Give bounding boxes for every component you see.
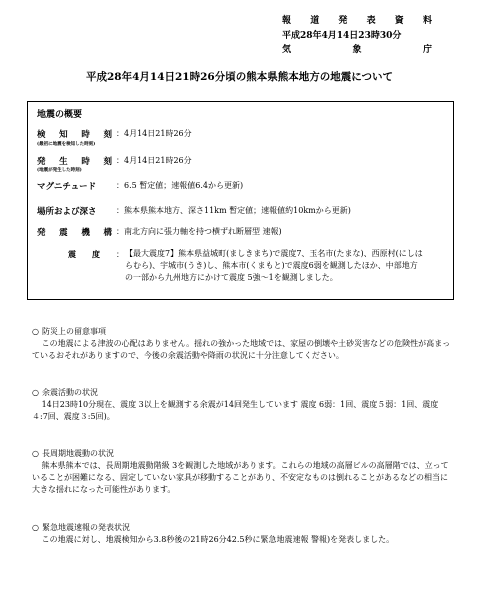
magnitude-value: ：6.5 暫定値；速報値6.4から更新) [116, 181, 244, 190]
press-release-label: 報 道 発 表 資 料 [282, 16, 432, 26]
section-heading: 緊急地震速報の発表状況 [42, 523, 130, 532]
location-depth-value: ：熊本県熊本地方、深さ11km 暫定値；速報値約10kmから更新) [116, 206, 351, 215]
section-heading: 余震活動の状況 [42, 388, 98, 397]
section-long-period-motion [32, 448, 452, 496]
section-disaster-prevention [32, 326, 452, 362]
section-bullet: ○ [32, 449, 39, 458]
origin-time-label: 発 生 時 刻 [37, 157, 112, 167]
section-heading: 長周期地震動の状況 [42, 449, 114, 458]
section-aftershock-activity [32, 387, 452, 423]
overview-heading: 地震の概要 [37, 110, 83, 120]
section-body: この地震に対し、地震検知から3.8秒後の21時26分42.5秒に緊急地震速報 警報)を発表しました。 [41, 535, 395, 544]
section-eew-issuance [32, 522, 452, 546]
focal-mechanism-value: ：南北方向に張力軸を持つ横ずれ断層型 速報) [116, 227, 282, 236]
section-body: 熊本県熊本では、長周期地震動階級 3を観測した地域があります。これらの地域の高層ビルの高層階では、立っていることが困難になる、固定していない家具が移動することがあり、不安定なものは倒れることがあるなどの相当に大きな揺れになった可能性があります。 [32, 461, 449, 494]
intensity-text: 【最大震度7】熊本県益城町(ましきまち)で震度7、玉名市(たまな)、西原村(にしはらむら)、宇城市(うき)し、熊本市(くまもと)で震度6弱を観測したほか、中部地方の一部から九州地方にかけて震度 5強～1を観測しました。 [125, 249, 423, 282]
section-heading: 防災上の留意事項 [42, 327, 106, 336]
detection-time-note: (最初に地震を検知した時刻) [37, 142, 96, 147]
intensity-label: 震 度 [68, 249, 100, 259]
section-bullet: ○ [32, 523, 39, 532]
location-depth-label: 場所および深さ [37, 207, 97, 217]
earthquake-overview-box [27, 101, 454, 300]
section-bullet: ○ [32, 327, 39, 336]
section-bullet: ○ [32, 388, 39, 397]
document-title: 平成28年4月14日21時26分頃の熊本県熊本地方の地震について [85, 71, 394, 83]
intensity-colon: ： [116, 250, 124, 259]
detection-time-value: ：4月14日21時26分 [116, 129, 192, 138]
release-datetime: 平成28年4月14日23時30分 [282, 31, 402, 41]
origin-time-note: (地震が発生した時刻) [37, 168, 82, 173]
origin-time-value: ：4月14日21時26分 [116, 156, 192, 165]
focal-mechanism-label: 発 震 機 構 [37, 228, 112, 238]
magnitude-label: マグニチュード [37, 182, 97, 192]
agency-name: 気 象 庁 [282, 45, 432, 55]
section-body: この地震による津波の心配はありません。揺れの強かった地域では、家屋の倒壊や土砂災害などの危険性が高まっているおそれがありますので、今後の余震活動や降雨の状況に十分注意してください。 [32, 339, 451, 360]
detection-time-label: 検 知 時 刻 [37, 130, 112, 140]
section-body: 14日23時10分現在、震度 3以上を観測する余震が14回発生しています 震度 6弱：1回、震度５弱：1回、震度４:7回、震度３:5回)。 [32, 400, 439, 421]
